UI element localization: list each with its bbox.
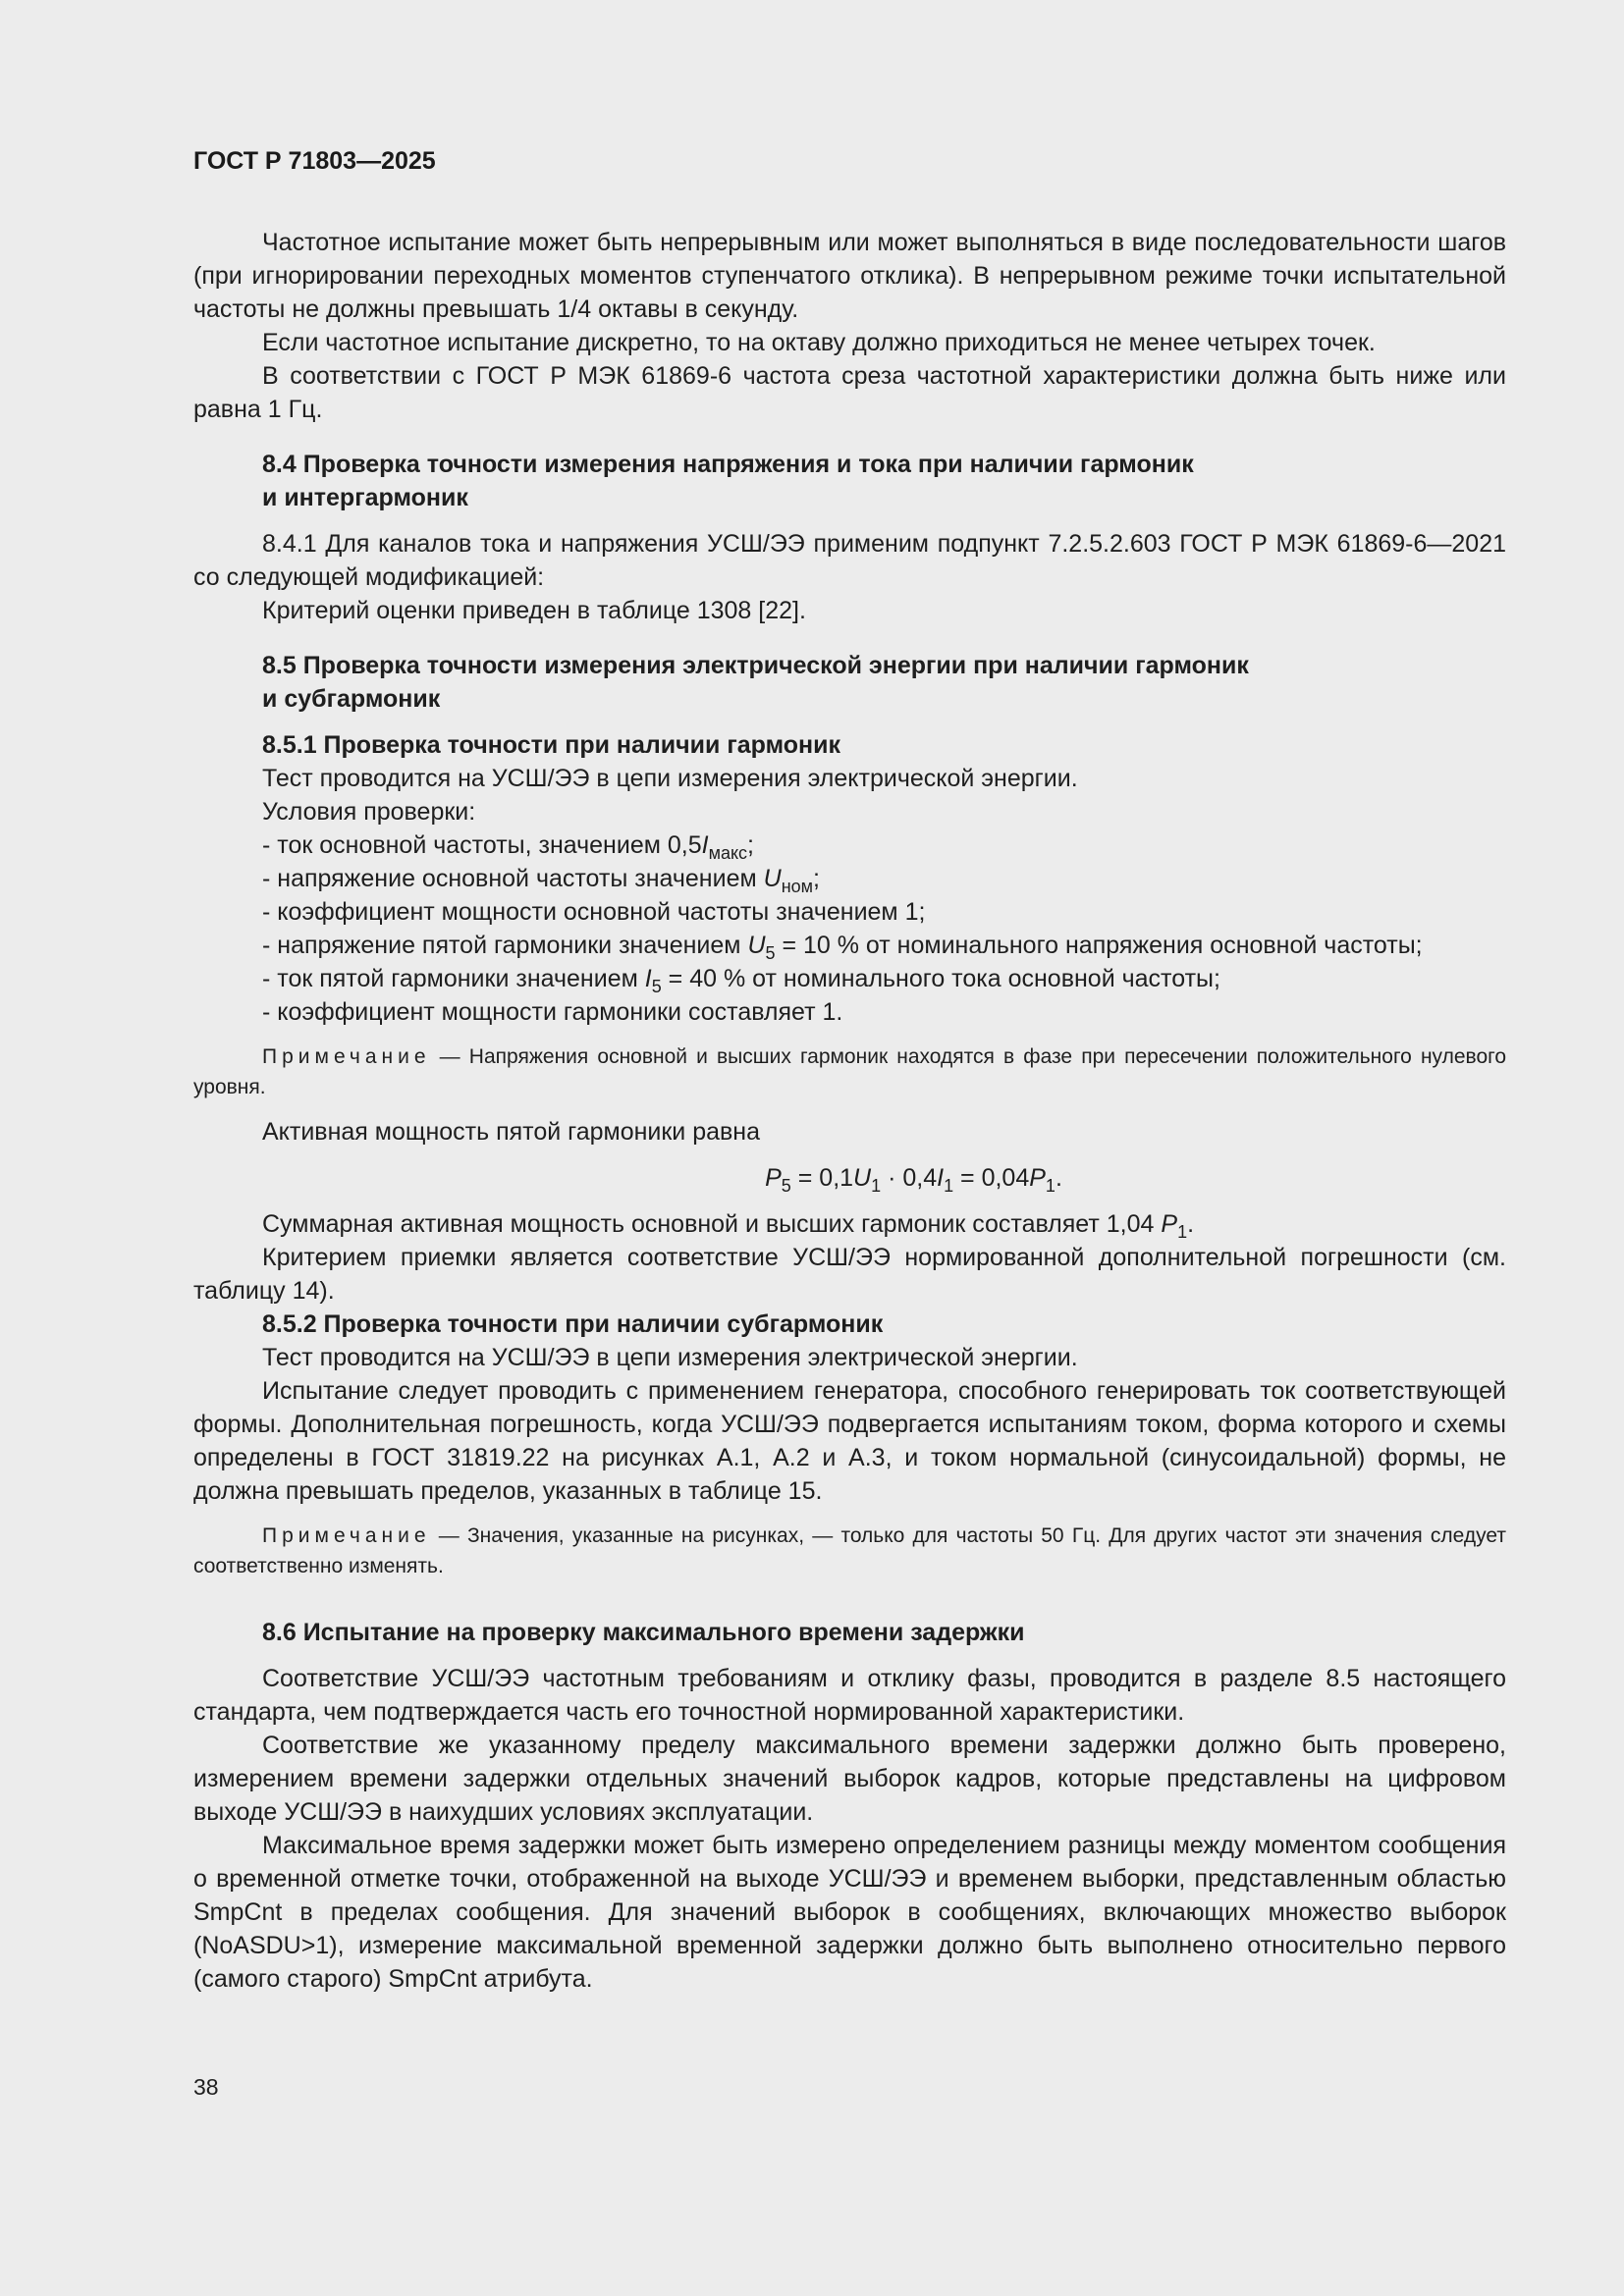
subsection-8-5-2-title: 8.5.2 Проверка точности при наличии субгармоник xyxy=(262,1310,884,1338)
list-item: - ток основной частоты, значением $0,5I_{макс}$; xyxy=(262,831,754,863)
paragraph: Активная мощность пятой гармоники равна xyxy=(262,1118,761,1146)
paragraph: Испытание следует проводить с применением генератора, способного генерировать ток соответствующей формы. Дополнительная погрешность, когда УСШ/ЭЭ подвергается испытаниям током, форма которого и схемы определены в ГОСТ 31819.22 на рисунках А.1, А.2 и А.3, и током нормальной (синусоидальной) формы, не должна превышать пределов, указанных в таблице 15. xyxy=(193,1377,1506,1505)
paragraph: 8.4.1 Для каналов тока и напряжения УСШ/ЭЭ применим подпункт 7.2.5.2.603 ГОСТ Р МЭК 61869-6—2021 со следующей модификацией: xyxy=(193,530,1506,591)
list-item: - коэффициент мощности основной частоты значением 1; xyxy=(262,898,926,926)
formula: $P_5 = 0,1U_1 \cdot 0,4I_1 = 0,04P_1$. xyxy=(765,1164,1062,1196)
paragraph: Суммарная активная мощность основной и высших гармоник составляет 1,04 $P_1$. xyxy=(262,1210,1195,1242)
note-label: Примечание xyxy=(262,1045,431,1068)
section-8-5-title xyxy=(193,649,1506,716)
note-label: Примечание xyxy=(262,1524,431,1547)
paragraph: В соответствии с ГОСТ Р МЭК 61869-6 частота среза частотной характеристики должна быть ниже или равна 1 Гц. xyxy=(193,362,1506,423)
list-item: - коэффициент мощности гармоники составляет 1. xyxy=(262,998,843,1026)
paragraph: Условия проверки: xyxy=(262,798,476,826)
paragraph: Соответствие УСШ/ЭЭ частотным требованиям и отклику фазы, проводится в разделе 8.5 настоящего стандарта, чем подтверждается часть его точностной нормированной характеристики. xyxy=(193,1665,1506,1726)
list-item: - ток пятой гармоники значением $I_5 = 40$ % от номинального тока основной частоты; xyxy=(262,965,1220,996)
paragraph: Тест проводится на УСШ/ЭЭ в цепи измерения электрической энергии. xyxy=(262,1344,1078,1371)
section-title-line: 8.4 Проверка точности измерения напряжения и тока при наличии гармоник xyxy=(262,451,1194,478)
section-title-line: 8.5 Проверка точности измерения электрической энергии при наличии гармоник xyxy=(262,652,1249,679)
paragraph: Критерий оценки приведен в таблице 1308 [22]. xyxy=(262,597,806,624)
paragraph: Максимальное время задержки может быть измерено определением разницы между моментом сообщения о временной отметке точки, отображенной на выходе УСШ/ЭЭ и временем выборки, представленным областью SmpCnt в пределах сообщения. Для значений выборок в сообщениях, включающих множество выборок (NoASDU>1), измерение максимальной временной задержки должно быть выполнено относительно первого (самого старого) SmpCnt атрибута. xyxy=(193,1832,1506,1993)
paragraph: Критерием приемки является соответствие УСШ/ЭЭ нормированной дополнительной погрешности (см. таблицу 14). xyxy=(193,1244,1506,1305)
paragraph: Тест проводится на УСШ/ЭЭ в цепи измерения электрической энергии. xyxy=(262,765,1078,792)
note: Примечание — Напряжения основной и высших гармоник находятся в фазе при пересечении положительного нулевого уровня. xyxy=(193,1045,1506,1098)
note: Примечание — Значения, указанные на рисунках, — только для частоты 50 Гц. Для других частот эти значения следует соответственно изменять. xyxy=(193,1524,1506,1577)
document-header: ГОСТ Р 71803—2025 xyxy=(193,147,436,175)
section-title-line: и субгармоник xyxy=(262,685,441,713)
section-title-line: и интергармоник xyxy=(262,484,468,511)
subsection-8-5-1-title: 8.5.1 Проверка точности при наличии гармоник xyxy=(262,731,841,759)
paragraph: Соответствие же указанному пределу максимального времени задержки должно быть проверено, измерением времени задержки отдельных значений выборок кадров, которые представлены на цифровом выходе УСШ/ЭЭ в наихудших условиях эксплуатации. xyxy=(193,1732,1506,1826)
section-8-4-title xyxy=(193,448,1506,514)
section-8-6-title: 8.6 Испытание на проверку максимального времени задержки xyxy=(262,1619,1025,1646)
paragraph: Если частотное испытание дискретно, то на октаву должно приходиться не менее четырех точек. xyxy=(262,329,1376,356)
list-item: - напряжение пятой гармоники значением $U_5 = 10$ % от номинального напряжения основной частоты; xyxy=(262,932,1423,963)
paragraph: Частотное испытание может быть непрерывным или может выполняться в виде последовательности шагов (при игнорировании переходных моментов ступенчатого отклика). В непрерывном режиме точки испытательной частоты не должны превышать 1/4 октавы в секунду. xyxy=(193,229,1506,323)
page-number: 38 xyxy=(193,2074,219,2100)
document-body xyxy=(193,226,1506,1996)
list-item: - напряжение основной частоты значением $U_{ном}$; xyxy=(262,865,820,896)
